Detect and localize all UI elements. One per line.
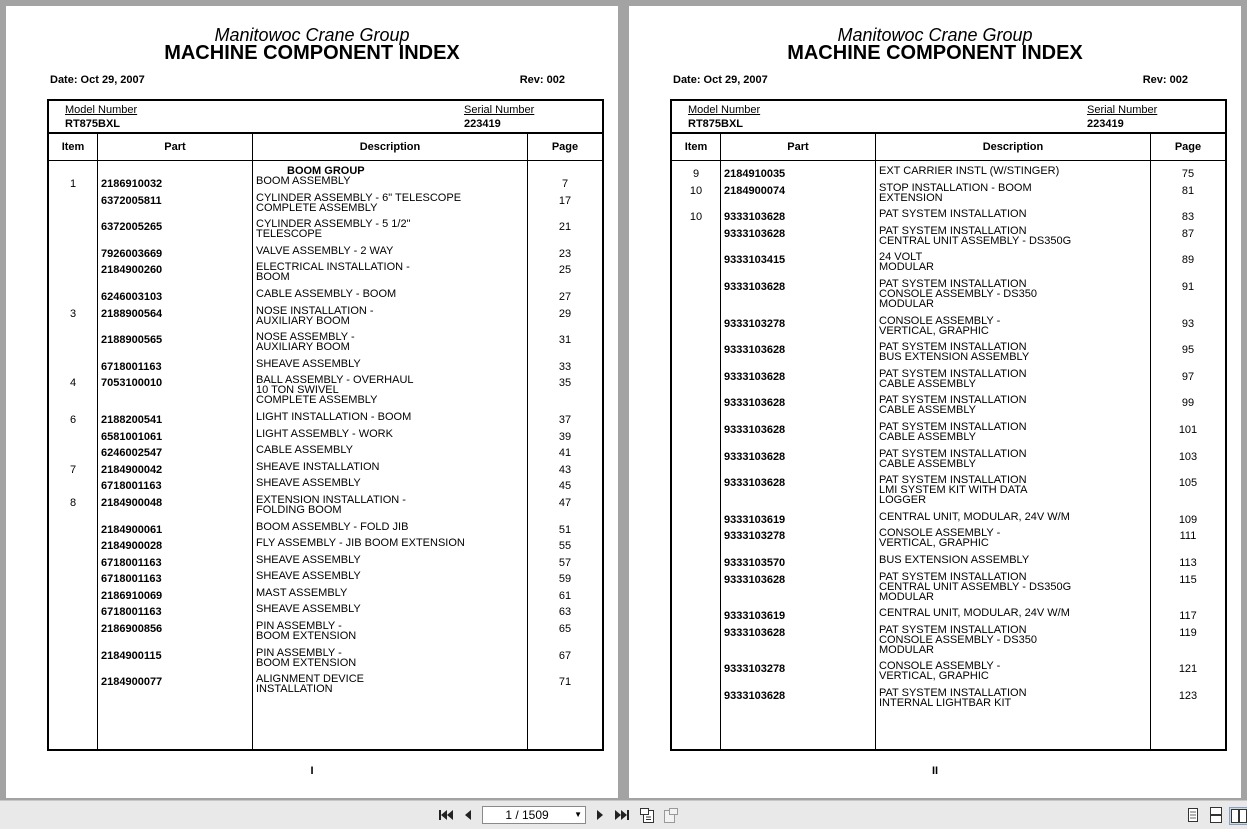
page-cell: 119 xyxy=(1179,626,1197,639)
description-cell: PAT SYSTEM INSTALLATION CENTRAL UNIT ASSEMBLY - DS350G xyxy=(879,224,1072,247)
facing-pages-view-icon[interactable] xyxy=(1229,807,1247,825)
item-cell: 10 xyxy=(689,184,703,197)
part-number-cell: 9333103628 xyxy=(724,211,786,224)
item-cell: 1 xyxy=(69,178,77,190)
part-number-cell: 9333103628 xyxy=(724,344,786,357)
page-cell: 113 xyxy=(1179,556,1197,569)
description-cell: SHEAVE INSTALLATION xyxy=(256,460,380,473)
column-header-item: Item xyxy=(61,141,85,153)
serial-number-value: 223419 xyxy=(1087,118,1124,130)
page-cell: 7 xyxy=(561,178,569,190)
page-cell: 67 xyxy=(558,649,572,662)
page-cell: 21 xyxy=(558,221,572,234)
table-row xyxy=(672,661,1225,688)
description-cell: EXTENSION INSTALLATION - FOLDING BOOM xyxy=(256,493,406,516)
description-cell: LIGHT INSTALLATION - BOOM xyxy=(256,410,412,423)
table-row xyxy=(672,183,1225,210)
document-revision: Rev: 002 xyxy=(1142,74,1188,86)
page-cell: 115 xyxy=(1179,573,1197,586)
component-table xyxy=(47,132,604,751)
page-cell: 59 xyxy=(558,573,572,586)
part-number-cell: 9333103628 xyxy=(724,689,786,702)
table-row xyxy=(672,512,1225,529)
table-row xyxy=(49,648,602,675)
table-rows xyxy=(672,166,1225,714)
description-cell: SHEAVE ASSEMBLY xyxy=(256,553,361,566)
page-cell: 89 xyxy=(1181,254,1195,267)
table-row xyxy=(672,166,1225,183)
part-number-cell: 9333103278 xyxy=(724,663,786,676)
part-number-cell: 2188900564 xyxy=(101,307,163,320)
description-cell: EXT CARRIER INSTL (W/STINGER) xyxy=(879,165,1060,177)
description-cell: VALVE ASSEMBLY - 2 WAY xyxy=(256,244,394,257)
part-number-cell: 9333103278 xyxy=(724,530,786,543)
table-row xyxy=(49,289,602,306)
page-cell: 23 xyxy=(558,247,572,260)
table-row xyxy=(672,395,1225,422)
table-row xyxy=(49,375,602,412)
column-header-item: Item xyxy=(684,141,708,153)
description-cell: CONSOLE ASSEMBLY - VERTICAL, GRAPHIC xyxy=(879,314,1001,337)
table-row xyxy=(49,621,602,648)
description-cell: SHEAVE ASSEMBLY xyxy=(256,603,361,616)
item-cell: 9 xyxy=(692,168,700,180)
table-row xyxy=(49,176,602,193)
part-number-cell: 6246002547 xyxy=(101,447,163,460)
page-cell: 111 xyxy=(1179,530,1197,543)
part-number-cell: 6372005265 xyxy=(101,221,163,234)
description-cell: 24 VOLT MODULAR xyxy=(879,251,935,274)
component-table xyxy=(670,132,1227,751)
table-row xyxy=(672,279,1225,316)
description-cell: SHEAVE ASSEMBLY xyxy=(256,357,361,370)
page-cell: 87 xyxy=(1181,227,1195,240)
description-cell: CABLE ASSEMBLY xyxy=(256,444,354,457)
table-row xyxy=(672,572,1225,609)
part-number-cell: 9333103415 xyxy=(724,254,786,267)
column-header-page: Page xyxy=(551,141,579,153)
description-cell: CYLINDER ASSEMBLY - 5 1/2" TELESCOPE xyxy=(256,218,411,241)
page-cell: 17 xyxy=(558,194,572,207)
part-number-cell: 2184900042 xyxy=(101,463,163,476)
description-cell: CONSOLE ASSEMBLY - VERTICAL, GRAPHIC xyxy=(879,527,1001,550)
part-number-cell: 9333103628 xyxy=(724,573,786,586)
page-cell: 63 xyxy=(558,606,572,619)
chevron-down-icon: ▼ xyxy=(574,810,582,819)
part-number-cell: 9333103628 xyxy=(724,477,786,490)
page-cell: 27 xyxy=(558,290,572,303)
page-cell: 117 xyxy=(1179,610,1197,623)
description-cell: SHEAVE ASSEMBLY xyxy=(256,570,361,583)
part-number-cell: 2184900028 xyxy=(101,540,163,553)
description-cell: PIN ASSEMBLY - BOOM EXTENSION xyxy=(256,620,357,643)
part-number-cell: 9333103628 xyxy=(724,626,786,639)
history-forward-icon[interactable] xyxy=(662,807,680,823)
table-row xyxy=(672,608,1225,625)
part-number-cell: 9333103278 xyxy=(724,317,786,330)
part-number-cell: 2186900856 xyxy=(101,623,163,636)
description-cell: PAT SYSTEM INSTALLATION CENTRAL UNIT ASSEMBLY - DS350G MODULAR xyxy=(879,570,1072,603)
description-cell: CENTRAL UNIT, MODULAR, 24V W/M xyxy=(879,607,1070,620)
page-cell: 93 xyxy=(1181,317,1195,330)
part-number-cell: 2184900061 xyxy=(101,523,163,536)
page-cell: 33 xyxy=(558,360,572,373)
page-cell: 99 xyxy=(1181,397,1195,410)
table-row xyxy=(49,588,602,605)
table-row xyxy=(49,246,602,263)
table-row xyxy=(49,332,602,359)
part-number-cell: 9333103628 xyxy=(724,280,786,293)
part-number-cell: 2186910032 xyxy=(101,178,163,190)
page-cell: 43 xyxy=(558,463,572,476)
part-number-cell: 2184900077 xyxy=(101,676,163,689)
description-cell: PAT SYSTEM INSTALLATION CONSOLE ASSEMBLY - DS350 MODULAR xyxy=(879,277,1037,310)
history-back-icon[interactable] xyxy=(638,807,656,823)
last-page-icon[interactable] xyxy=(613,807,631,823)
page-cell: 37 xyxy=(558,413,572,426)
document-revision: Rev: 002 xyxy=(519,74,565,86)
table-row xyxy=(49,571,602,588)
part-number-cell: 2188900565 xyxy=(101,334,163,347)
table-row xyxy=(49,306,602,333)
part-number-cell: 2188200541 xyxy=(101,413,163,426)
description-cell: BOOM ASSEMBLY - FOLD JIB xyxy=(256,520,409,533)
document-date: Date: Oct 29, 2007 xyxy=(673,74,768,86)
first-page-icon[interactable] xyxy=(437,807,455,823)
column-header-part: Part xyxy=(787,141,809,153)
part-number-cell: 9333103570 xyxy=(724,556,786,569)
description-cell: CENTRAL UNIT, MODULAR, 24V W/M xyxy=(879,510,1070,523)
item-cell: 4 xyxy=(69,377,77,390)
description-cell: PAT SYSTEM INSTALLATION CONSOLE ASSEMBLY - DS350 MODULAR xyxy=(879,623,1037,656)
part-number-cell: 2184900074 xyxy=(724,184,786,197)
description-cell: PAT SYSTEM INSTALLATION LMI SYSTEM KIT WITH DATA LOGGER xyxy=(879,474,1028,507)
description-cell: PAT SYSTEM INSTALLATION CABLE ASSEMBLY xyxy=(879,367,1027,390)
header-divider xyxy=(49,160,602,161)
table-row xyxy=(672,688,1225,715)
page-cell: 29 xyxy=(558,307,572,320)
table-row xyxy=(49,412,602,429)
group-header: BOOM GROUP xyxy=(287,165,365,177)
part-number-cell: 2184900048 xyxy=(101,496,163,509)
description-cell: CYLINDER ASSEMBLY - 6" TELESCOPE COMPLETE ASSEMBLY xyxy=(256,191,462,214)
table-row xyxy=(49,429,602,446)
description-cell: BOOM ASSEMBLY xyxy=(256,175,351,187)
document-page-left xyxy=(6,6,618,798)
description-cell: PIN ASSEMBLY - BOOM EXTENSION xyxy=(256,646,357,669)
model-number-value: RT875BXL xyxy=(688,118,744,130)
continuous-view-icon[interactable] xyxy=(1207,807,1225,823)
table-row xyxy=(49,462,602,479)
part-number-cell: 9333103628 xyxy=(724,227,786,240)
page-cell: 71 xyxy=(558,676,572,689)
description-cell: FLY ASSEMBLY - JIB BOOM EXTENSION xyxy=(256,537,465,550)
model-number-label: Model Number xyxy=(688,104,761,116)
document-date: Date: Oct 29, 2007 xyxy=(50,74,145,86)
table-row xyxy=(672,449,1225,476)
document-page-right xyxy=(629,6,1241,798)
model-number-value: RT875BXL xyxy=(65,118,121,130)
item-cell: 6 xyxy=(69,413,77,426)
table-row xyxy=(49,604,602,621)
part-number-cell: 2186910069 xyxy=(101,589,163,602)
description-cell: STOP INSTALLATION - BOOM EXTENSION xyxy=(879,181,1032,204)
description-cell: NOSE INSTALLATION - AUXILIARY BOOM xyxy=(256,304,374,327)
description-cell: PAT SYSTEM INSTALLATION CABLE ASSEMBLY xyxy=(879,394,1027,417)
table-row xyxy=(49,359,602,376)
table-row xyxy=(672,528,1225,555)
description-cell: PAT SYSTEM INSTALLATION xyxy=(879,208,1027,221)
page-cell: 75 xyxy=(1181,168,1195,180)
part-number-cell: 2184910035 xyxy=(724,168,786,180)
column-header-description: Description xyxy=(982,141,1044,153)
item-cell: 3 xyxy=(69,307,77,320)
page-number-select[interactable] xyxy=(482,806,586,824)
single-page-view-icon[interactable] xyxy=(1184,807,1202,823)
part-number-cell: 6718001163 xyxy=(101,573,162,586)
table-row xyxy=(49,445,602,462)
part-number-cell: 2184900115 xyxy=(101,649,162,662)
page-cell: 57 xyxy=(558,556,572,569)
part-number-cell: 6718001163 xyxy=(101,360,162,373)
page-cell: 47 xyxy=(558,496,572,509)
page-cell: 45 xyxy=(558,480,572,493)
page-cell: 25 xyxy=(558,264,572,277)
description-cell: ALIGNMENT DEVICE INSTALLATION xyxy=(256,673,364,696)
table-row xyxy=(49,495,602,522)
page-cell: 51 xyxy=(558,523,572,536)
table-row xyxy=(672,316,1225,343)
prev-page-icon[interactable] xyxy=(459,807,477,823)
description-cell: PAT SYSTEM INSTALLATION CABLE ASSEMBLY xyxy=(879,420,1027,443)
page-cell: 97 xyxy=(1181,370,1195,383)
page-cell: 109 xyxy=(1178,513,1198,526)
model-number-label: Model Number xyxy=(65,104,138,116)
table-row xyxy=(49,555,602,572)
page-cell: 83 xyxy=(1181,211,1195,224)
part-number-cell: 9333103628 xyxy=(724,397,786,410)
table-rows xyxy=(49,166,602,701)
column-header-page: Page xyxy=(1174,141,1202,153)
column-header-part: Part xyxy=(164,141,186,153)
model-serial-box xyxy=(670,99,1227,134)
page-cell: 101 xyxy=(1178,423,1198,436)
table-row xyxy=(672,369,1225,396)
part-number-cell: 7053100010 xyxy=(101,377,163,390)
table-row xyxy=(672,555,1225,572)
page-indicator: 1 / 1509 xyxy=(505,808,549,822)
table-row xyxy=(49,262,602,289)
company-name: Manitowoc Crane Group xyxy=(214,25,410,45)
part-number-cell: 7926003669 xyxy=(101,247,163,260)
description-cell: MAST ASSEMBLY xyxy=(256,586,348,599)
table-row xyxy=(672,422,1225,449)
part-number-cell: 6372005811 xyxy=(101,194,162,207)
page-cell: 105 xyxy=(1178,477,1198,490)
page-cell: 81 xyxy=(1181,184,1195,197)
header-divider xyxy=(672,160,1225,161)
table-row xyxy=(672,625,1225,662)
page-cell: 41 xyxy=(558,447,572,460)
part-number-cell: 9333103628 xyxy=(724,423,786,436)
table-row xyxy=(672,475,1225,512)
table-row xyxy=(49,478,602,495)
page-cell: 31 xyxy=(558,334,572,347)
page-footer-number: II xyxy=(931,765,939,777)
part-number-cell: 6718001163 xyxy=(101,606,162,619)
page-cell: 35 xyxy=(558,377,572,390)
part-number-cell: 6581001061 xyxy=(101,430,163,443)
document-title: MACHINE COMPONENT INDEX xyxy=(164,42,460,64)
table-row xyxy=(672,342,1225,369)
part-number-cell: 9333103619 xyxy=(724,513,786,526)
description-cell: SHEAVE ASSEMBLY xyxy=(256,477,361,490)
serial-number-label: Serial Number xyxy=(464,104,535,116)
page-cell: 121 xyxy=(1178,663,1198,676)
description-cell: PAT SYSTEM INSTALLATION BUS EXTENSION ASSEMBLY xyxy=(879,341,1030,364)
page-cell: 103 xyxy=(1178,450,1198,463)
table-row xyxy=(672,226,1225,253)
serial-number-value: 223419 xyxy=(464,118,501,130)
table-row xyxy=(49,538,602,555)
description-cell: CONSOLE ASSEMBLY - VERTICAL, GRAPHIC xyxy=(879,660,1001,683)
page-cell: 91 xyxy=(1181,280,1195,293)
model-serial-box xyxy=(47,99,604,134)
page-cell: 61 xyxy=(558,589,572,602)
table-row xyxy=(49,522,602,539)
item-cell: 10 xyxy=(689,211,703,224)
description-cell: BALL ASSEMBLY - OVERHAUL 10 TON SWIVEL COMPLETE ASSEMBLY xyxy=(256,374,414,407)
part-number-cell: 6718001163 xyxy=(101,556,162,569)
part-number-cell: 9333103619 xyxy=(724,610,786,623)
serial-number-label: Serial Number xyxy=(1087,104,1158,116)
column-header-description: Description xyxy=(359,141,421,153)
table-row xyxy=(672,209,1225,226)
description-cell: LIGHT ASSEMBLY - WORK xyxy=(256,427,393,440)
part-number-cell: 9333103628 xyxy=(724,370,786,383)
description-cell: PAT SYSTEM INSTALLATION CABLE ASSEMBLY xyxy=(879,447,1027,470)
part-number-cell: 9333103628 xyxy=(724,450,786,463)
item-cell: 8 xyxy=(69,496,77,509)
description-cell: NOSE ASSEMBLY - AUXILIARY BOOM xyxy=(256,331,355,354)
part-number-cell: 6718001163 xyxy=(101,480,162,493)
table-row xyxy=(49,193,602,220)
description-cell: PAT SYSTEM INSTALLATION INTERNAL LIGHTBAR KIT xyxy=(879,686,1027,709)
page-cell: 55 xyxy=(558,540,572,553)
description-cell: ELECTRICAL INSTALLATION - BOOM xyxy=(256,261,410,284)
page-cell: 65 xyxy=(558,623,572,636)
page-cell: 95 xyxy=(1181,344,1195,357)
table-row xyxy=(49,674,602,701)
part-number-cell: 2184900260 xyxy=(101,264,163,277)
table-row xyxy=(672,252,1225,279)
part-number-cell: 6246003103 xyxy=(101,290,163,303)
company-name: Manitowoc Crane Group xyxy=(837,25,1033,45)
item-cell: 7 xyxy=(69,463,77,476)
page-cell: 39 xyxy=(558,430,572,443)
next-page-icon[interactable] xyxy=(591,807,609,823)
table-row xyxy=(49,219,602,246)
description-cell: CABLE ASSEMBLY - BOOM xyxy=(256,287,397,300)
page-footer-number: I xyxy=(310,765,314,777)
document-title: MACHINE COMPONENT INDEX xyxy=(787,42,1083,64)
page-cell: 123 xyxy=(1178,689,1198,702)
description-cell: BUS EXTENSION ASSEMBLY xyxy=(879,553,1030,566)
viewer-toolbar xyxy=(0,800,1247,829)
